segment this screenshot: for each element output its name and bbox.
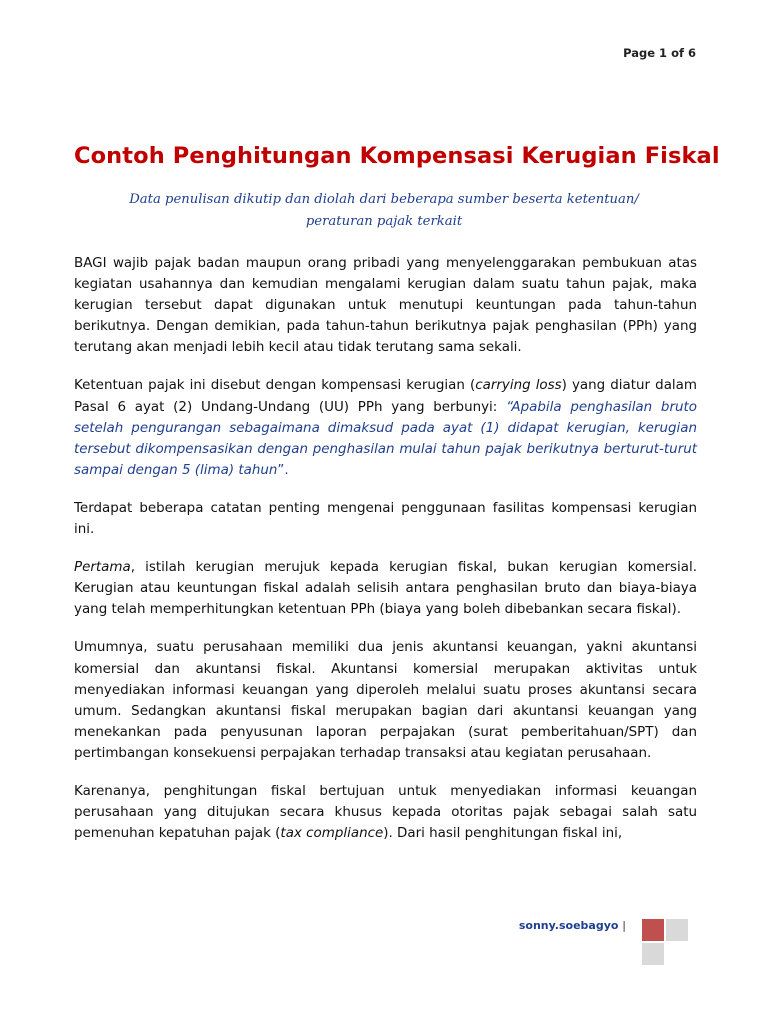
paragraph-6-text-b: ). Dari hasil penghitungan fiskal ini, <box>383 826 623 842</box>
paragraph-4 <box>74 557 697 620</box>
page-current: 1 <box>659 46 668 60</box>
subtitle-line-1: Data penulisan dikutip dan diolah dari beberapa sumber beserta ketentuan/ <box>129 192 639 207</box>
document-body <box>74 253 697 861</box>
document-title: Contoh Penghitungan Kompensasi Kerugian Fiskal <box>74 143 720 169</box>
footer-decor-square-gray-1 <box>666 919 688 941</box>
law-quote: “Apabila penghasilan bruto setelah pengurangan sebagaimana dimaksud pada ayat (1) didapat kerugian, kerugian tersebut dikompensasikan dengan penghasilan mulai tahun pajak berikutnya berturut-turut sampai dengan 5 (lima) tahun <box>74 399 697 478</box>
paragraph-2-text-a: Ketentuan pajak ini disebut dengan kompensasi kerugian ( <box>74 378 476 394</box>
paragraph-6 <box>74 781 697 844</box>
page-number <box>623 46 696 60</box>
paragraph-2 <box>74 375 697 480</box>
page-total: 6 <box>687 46 696 60</box>
document-subtitle <box>80 189 688 232</box>
paragraph-2-text-b: ) yang diatur dalam Pasal 6 ayat (2) Undang-Undang (UU) PPh yang berbunyi: <box>74 378 697 415</box>
subtitle-line-2: peraturan pajak terkait <box>305 213 463 229</box>
law-quote-end: ”. <box>277 462 289 478</box>
page-prefix: Page <box>623 46 656 60</box>
paragraph-6-italic: tax compliance <box>280 826 384 842</box>
footer-decor-square-red <box>642 919 664 941</box>
paragraph-2-italic: carrying loss <box>475 378 562 394</box>
paragraph-4-italic: Pertama <box>74 560 131 576</box>
paragraph-1: BAGI wajib pajak badan maupun orang pribadi yang menyelenggarakan pembukuan atas kegiatan usahannya dan kemudian mengalami kerugian dalam suatu tahun pajak, maka kerugian tersebut dapat digunakan untuk menutupi keuntungan pada tahun-tahun berikutnya. Dengan demikian, pada tahun-tahun berikutnya pajak penghasilan (PPh) yang terutang akan menjadi lebih kecil atau tidak terutang sama sekali. <box>74 256 697 356</box>
page-of: of <box>671 46 684 60</box>
paragraph-3: Terdapat beberapa catatan penting mengenai penggunaan fasilitas kompensasi kerugian ini. <box>74 500 697 538</box>
footer-decor-square-gray-2 <box>642 943 664 965</box>
paragraph-4-text: , istilah kerugian merujuk kepada kerugian fiskal, bukan kerugian komersial. Kerugian atau keuntungan fiskal adalah selisih antara penghasilan bruto dan biaya-biaya yang telah memperhitungkan ketentuan PPh (biaya yang boleh dibebankan secara fiskal). <box>74 560 697 618</box>
footer-separator: | <box>622 919 626 932</box>
footer-author <box>519 919 626 932</box>
author-name: sonny.soebagyo <box>518 919 619 932</box>
paragraph-5: Umumnya, suatu perusahaan memiliki dua jenis akuntansi keuangan, yakni akuntansi komersial dan akuntansi fiskal. Akuntansi komersial merupakan aktivitas untuk menyediakan informasi keuangan yang diperoleh melalui suatu proses akuntansi secara umum. Sedangkan akuntansi fiskal merupakan bagian dari akuntansi keuangan yang menekankan pada penyusunan laporan perpajakan (surat pemberitahuan/SPT) dan pertimbangan konsekuensi perpajakan terhadap transaksi atau kegiatan perusahaan. <box>74 640 697 761</box>
paragraph-6-text-a: Karenanya, penghitungan fiskal bertujuan untuk menyediakan informasi keuangan perusahaan yang ditujukan secara khusus kepada otoritas pajak sebagai salah satu pemenuhan kepatuhan pajak ( <box>74 783 697 842</box>
